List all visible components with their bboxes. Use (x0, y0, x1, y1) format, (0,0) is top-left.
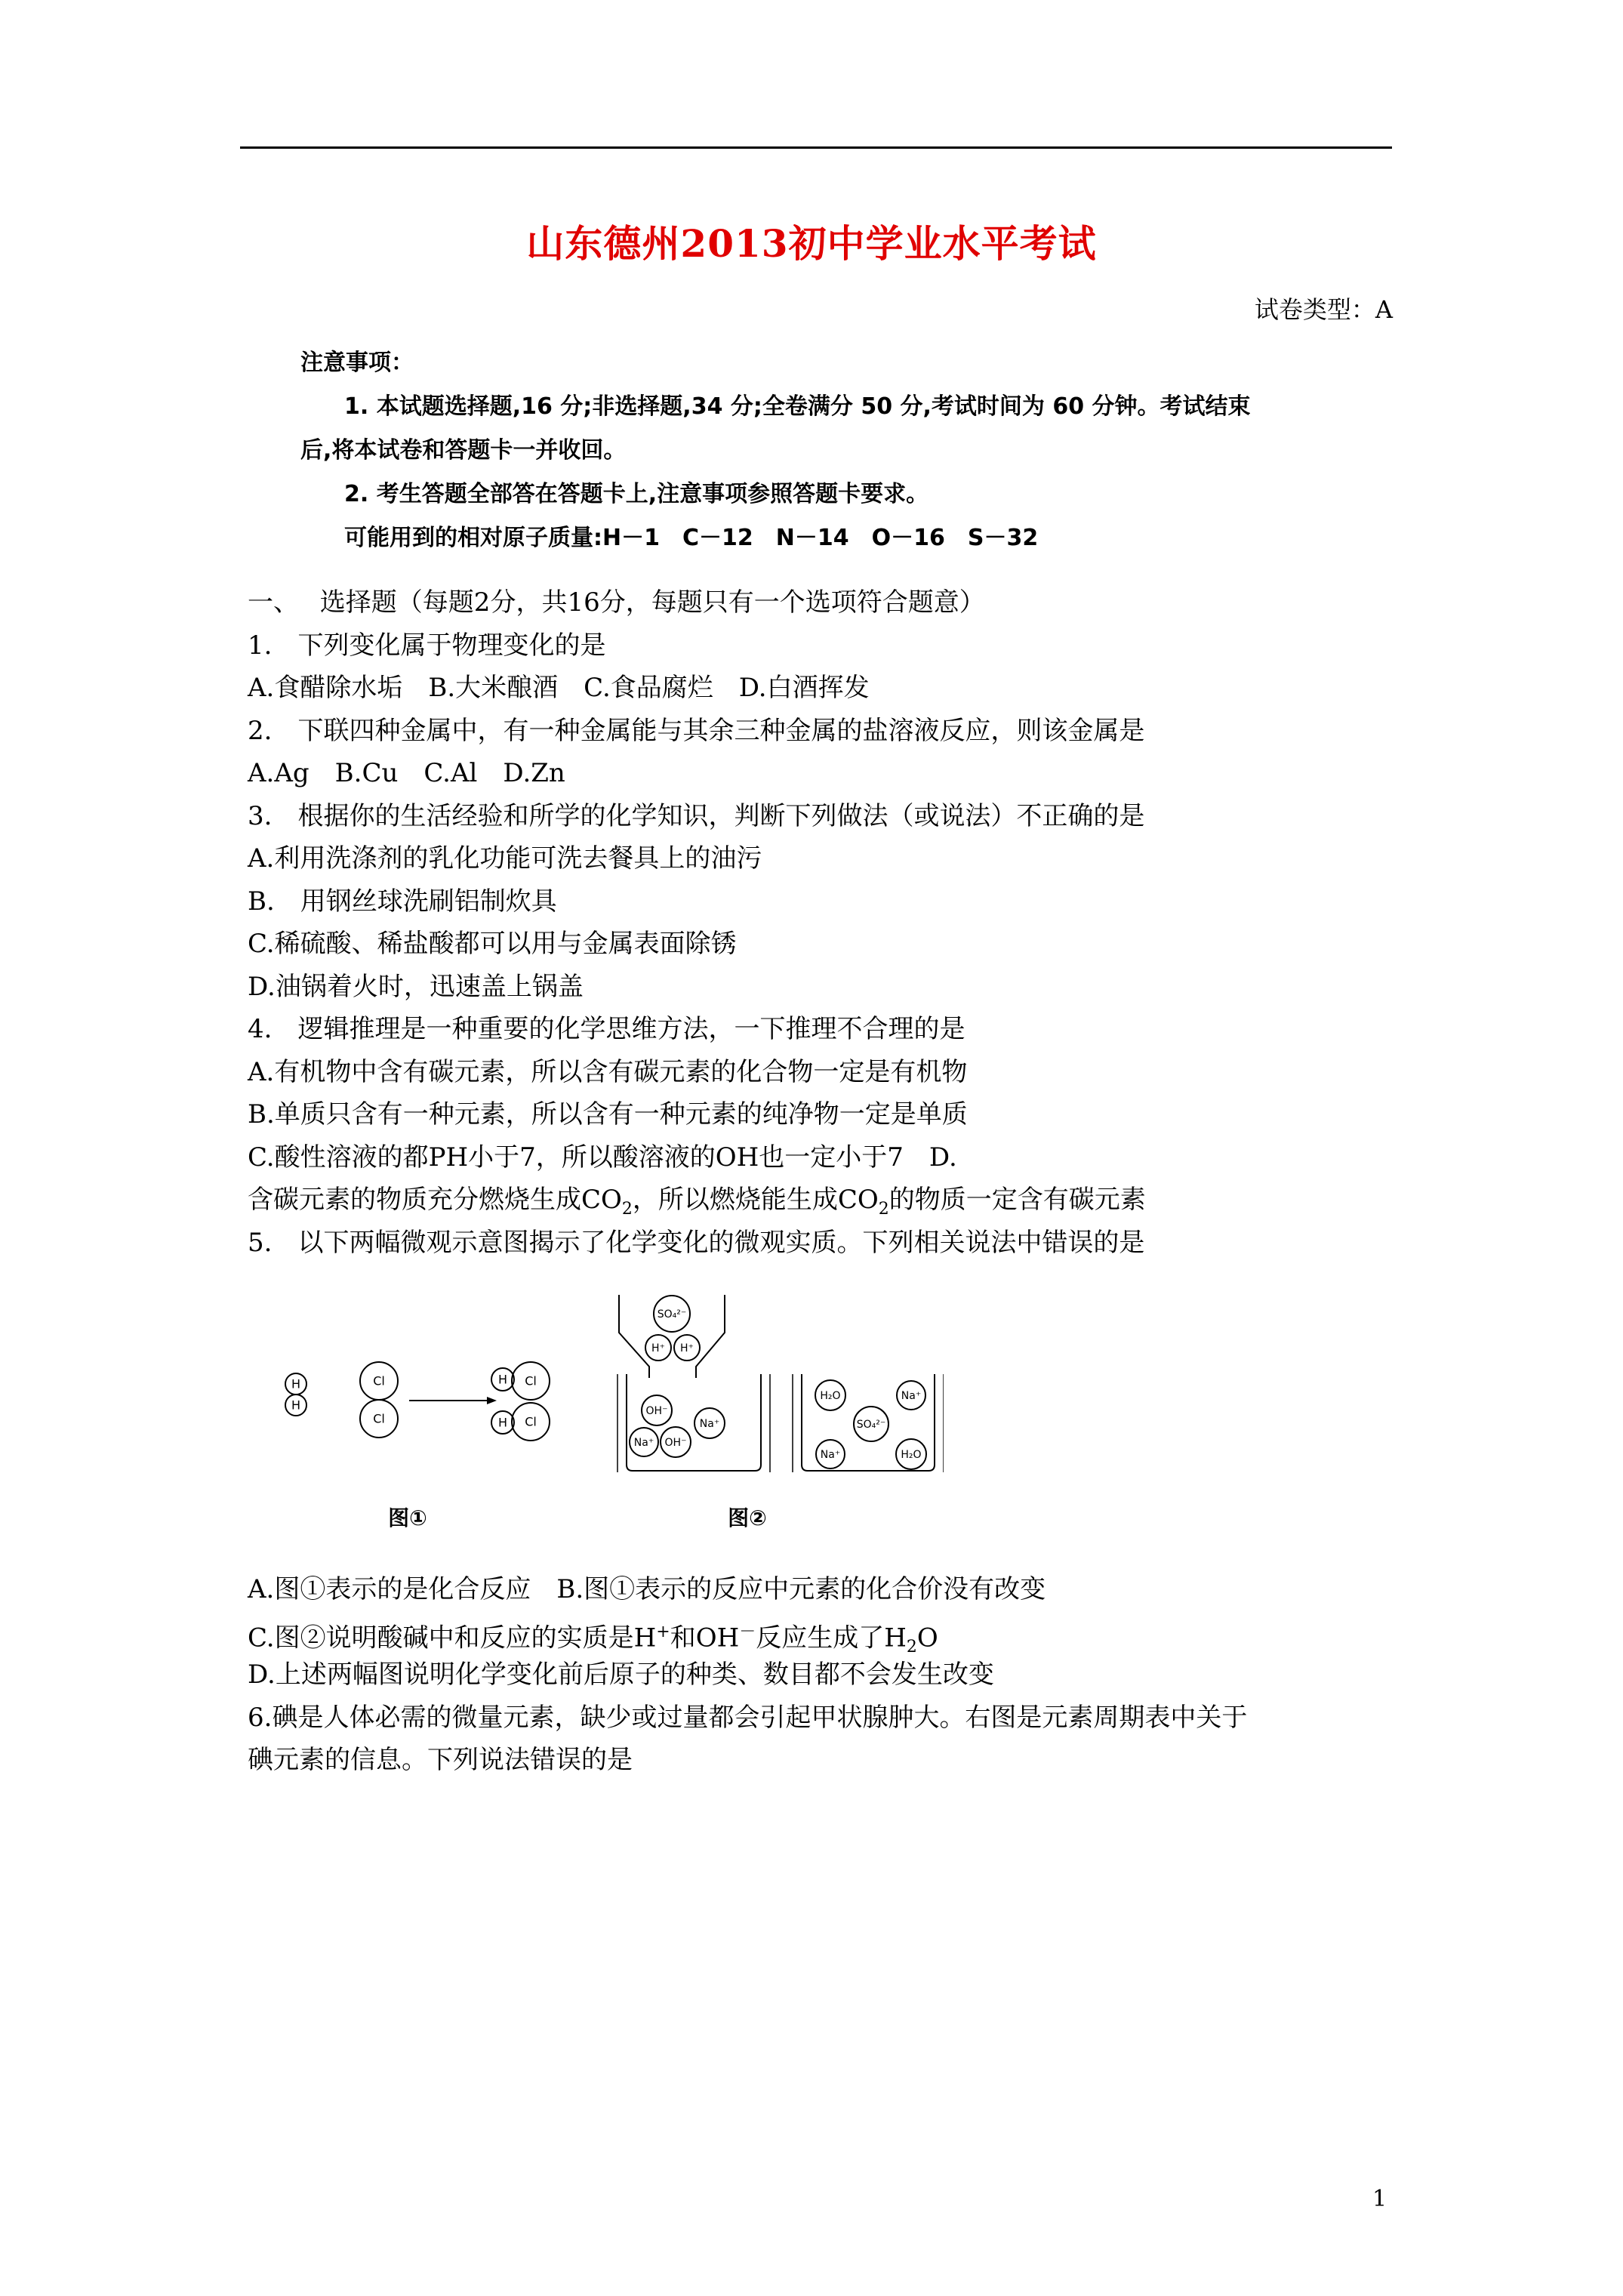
q4-d-post: 的物质一定含有碳元素 (888, 1185, 1146, 1215)
q5-c-sup: + (656, 1622, 670, 1641)
q4-d-sub2: 2 (878, 1199, 889, 1219)
fig1-p-cl2: Cl (525, 1414, 537, 1429)
fig2-so4b: SO₄²⁻ (856, 1419, 886, 1431)
fig2-na3: Na⁺ (901, 1390, 922, 1402)
fig2-h2: H⁺ (680, 1342, 694, 1354)
q2-options: A.Ag B.Cu C.Al D.Zn (248, 758, 565, 788)
notice-block (300, 341, 1403, 560)
q4-option-a: A.有机物中含有碳元素，所以含有碳元素的化合物一定是有机物 (248, 1056, 968, 1087)
questions-part-1 (248, 581, 1395, 1264)
fig1-p-cl1: Cl (525, 1373, 537, 1388)
fig1-cl1: Cl (373, 1373, 385, 1388)
notice-item-2: 2. 考生答题全部答在答题卡上,注意事项参照答题卡要求。 (344, 481, 929, 507)
paper-type: 试卷类型：A (1254, 295, 1393, 324)
q3-option-d: D.油锅着火时，迅速盖上锅盖 (248, 971, 584, 1002)
fig2-h1: H⁺ (651, 1342, 665, 1354)
fig1-caption: 图① (388, 1505, 427, 1530)
fig2-na2: Na⁺ (633, 1437, 654, 1449)
q3-option-c: C.稀硫酸、稀盐酸都可以用与金属表面除锈 (248, 929, 737, 959)
q4-stem: 4. 逻辑推理是一种重要的化学思维方法，一下推理不合理的是 (248, 1014, 965, 1044)
fig2-oh2: OH⁻ (664, 1437, 687, 1449)
section-heading: 一、 选择题（每题2分，共16分，每题只有一个选项符合题意） (248, 587, 985, 618)
q4-option-d (248, 1179, 1395, 1222)
questions-part-2 (248, 1568, 1395, 1782)
atomic-masses: 可能用到的相对原子质量:H－1 C－12 N－14 O－16 S－32 (344, 525, 1039, 551)
q4-d-pre: 含碳元素的物质充分燃烧生成CO (248, 1185, 622, 1215)
q5-option-c (248, 1611, 1395, 1657)
q3-stem: 3. 根据你的生活经验和所学的化学知识，判断下列做法（或说法）不正确的是 (248, 800, 1145, 831)
fig1-h1: H (291, 1376, 301, 1391)
micro-diagram (279, 1284, 944, 1544)
q5-c-post: 反应生成了H (756, 1622, 907, 1653)
q1-options: A.食醋除水垢 B.大米酿酒 C.食品腐烂 D.白酒挥发 (248, 673, 870, 703)
q6-stem-cont: 碘元素的信息。下列说法错误的是 (248, 1745, 633, 1775)
header-rule (240, 146, 1392, 149)
fig2-caption: 图② (728, 1505, 767, 1530)
q5-c-mid: 和OH (670, 1622, 740, 1653)
q1-stem: 1. 下列变化属于物理变化的是 (248, 630, 606, 661)
notice-heading: 注意事项： (300, 350, 414, 376)
fig1-p-h2: H (497, 1415, 508, 1430)
q5-c-pre: C.图②说明酸碱中和反应的实质是H (248, 1622, 657, 1653)
q4-option-b: B.单质只含有一种元素，所以含有一种元素的纯净物一定是单质 (248, 1099, 968, 1130)
fig1-h2: H (291, 1398, 301, 1413)
q3-option-b: B. 用钢丝球洗刷铝制炊具 (248, 886, 557, 917)
fig2-oh1: OH⁻ (645, 1405, 668, 1417)
page-number: 1 (1372, 2186, 1387, 2212)
fig2-na4: Na⁺ (820, 1449, 841, 1461)
fig1-cl2: Cl (373, 1411, 385, 1426)
q3-option-a: A.利用洗涤剂的乳化功能可洗去餐具上的油污 (248, 843, 762, 874)
q5-option-d: D.上述两幅图说明化学变化前后原子的种类、数目都不会发生改变 (248, 1660, 994, 1690)
q5-c-end: O (916, 1622, 938, 1653)
q5-c-sub: 2 (906, 1637, 917, 1657)
q5-option-ab: A.图①表示的是化合反应 B.图①表示的反应中元素的化合价没有改变 (248, 1574, 1046, 1604)
q6-stem: 6.碘是人体必需的微量元素，缺少或过量都会引起甲状腺肿大。右图是元素周期表中关于 (248, 1702, 1248, 1733)
dropper-outline (619, 1295, 725, 1378)
fig2-so4: SO₄²⁻ (657, 1308, 687, 1321)
q2-stem: 2. 下联四种金属中，有一种金属能与其余三种金属的盐溶液反应，则该金属是 (248, 715, 1145, 746)
q4-d-mid: ，所以燃烧能生成CO (632, 1185, 879, 1215)
fig2-w1: H₂O (820, 1390, 841, 1402)
fig2-na1: Na⁺ (699, 1418, 720, 1430)
arrow-head (487, 1397, 497, 1404)
fig1-p-h1: H (497, 1372, 508, 1387)
micro-diagram-svg (279, 1284, 944, 1544)
notice-item-1-cont: 后,将本试卷和答题卡一并收回。 (300, 437, 627, 464)
q5-stem: 5. 以下两幅微观示意图揭示了化学变化的微观实质。下列相关说法中错误的是 (248, 1227, 1145, 1258)
exam-title: 山东德州2013初中学业水平考试 (526, 221, 1097, 266)
notice-item-1: 1. 本试题选择题,16 分;非选择题,34 分;全卷满分 50 分,考试时间为 60 分钟。考试结束 (344, 393, 1251, 420)
fig2-w2: H₂O (901, 1449, 922, 1461)
q5-c-minus: － (739, 1622, 756, 1641)
q4-d-sub1: 2 (621, 1199, 633, 1219)
q4-option-c: C.酸性溶液的都PH小于7，所以酸溶液的OH也一定小于7 D. (248, 1142, 957, 1173)
